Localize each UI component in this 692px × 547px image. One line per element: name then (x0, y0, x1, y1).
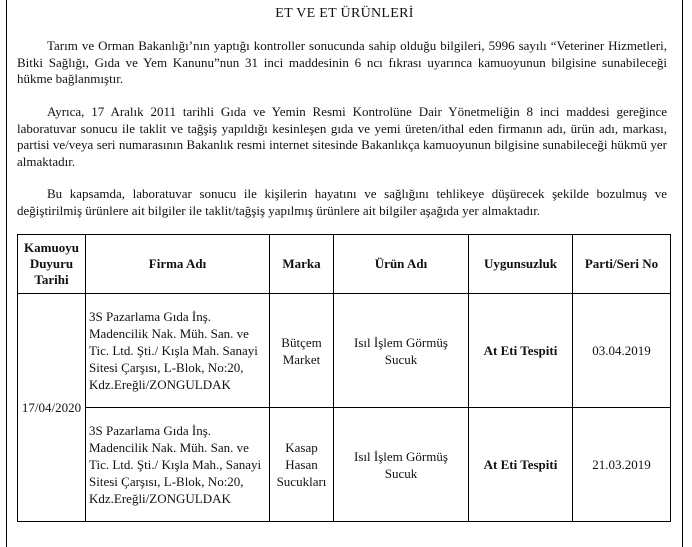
product-cell: Isıl İşlem Görmüş Sucuk (334, 408, 469, 522)
header-announcement-date: Kamuoyu Duyuru Tarihi (18, 235, 86, 294)
announcement-date-cell: 17/04/2020 (18, 294, 86, 522)
header-brand: Marka (270, 235, 334, 294)
table-row (18, 408, 671, 522)
products-table (17, 234, 671, 522)
batch-cell: 03.04.2019 (573, 294, 671, 408)
table-header-row (18, 235, 671, 294)
product-cell: Isıl İşlem Görmüş Sucuk (334, 294, 469, 408)
header-nonconformity: Uygunsuzluk (469, 235, 573, 294)
header-batch-number: Parti/Seri No (573, 235, 671, 294)
document-title: ET VE ET ÜRÜNLERİ (275, 6, 414, 21)
paragraph-scope: Bu kapsamda, laboratuvar sonucu ile kişilerin hayatını ve sağlığını tehlikeye düşürecek şekilde bozulmuş ve değiştirilmiş ürünlere ait bilgiler ile taklit/tağşiş yapılmış ürünlere ait bilgiler aşağıda yer almaktadır. (17, 186, 667, 218)
header-firm-name: Firma Adı (86, 235, 270, 294)
table-row (18, 294, 671, 408)
nonconformity-cell: At Eti Tespiti (469, 294, 573, 408)
firm-cell: 3S Pazarlama Gıda İnş. Madencilik Nak. Müh. San. ve Tic. Ltd. Şti./ Kışla Mah., Sanayi Sitesi Çarşısı, L-Blok, No:20, Kdz.Ereğli/ZONGULDAK (86, 408, 270, 522)
firm-cell: 3S Pazarlama Gıda İnş. Madencilik Nak. Müh. San. ve Tic. Ltd. Şti./ Kışla Mah. Sanayi Sitesi Çarşısı, L-Blok, No:20, Kdz.Ereğli/ZONGULDAK (86, 294, 270, 408)
paragraph-regulation: Ayrıca, 17 Aralık 2011 tarihli Gıda ve Yemin Resmi Kontrolüne Dair Yönetmeliğin 8 inci maddesi gereğince laboratuvar sonucu ile taklit ve tağşiş yapıldığı kesinleşen gıda ve yemi üreten/ithal eden firmanın adı, ürün adı, markası, partisi ve/veya seri numarasının Bakanlık resmi internet sitesinde Bakanlıkça kamuoyunun bilgisine sunabileceği hükmü yer almaktadır. (17, 104, 667, 169)
nonconformity-cell: At Eti Tespiti (469, 408, 573, 522)
header-product-name: Ürün Adı (334, 235, 469, 294)
paragraph-legal-basis: Tarım ve Orman Bakanlığı’nın yaptığı kontroller sonucunda sahip olduğu bilgileri, 5996 sayılı “Veteriner Hizmetleri, Bitki Sağlığı, Gıda ve Yem Kanunu”nun 31 inci maddesinin 6 ncı fıkrası uyarınca kamuoyunun bilgisine sunabileceği hükme bağlanmıştır. (17, 38, 667, 86)
batch-cell: 21.03.2019 (573, 408, 671, 522)
document-page (6, 0, 683, 547)
brand-cell: Bütçem Market (270, 294, 334, 408)
brand-cell: Kasap Hasan Sucukları (270, 408, 334, 522)
